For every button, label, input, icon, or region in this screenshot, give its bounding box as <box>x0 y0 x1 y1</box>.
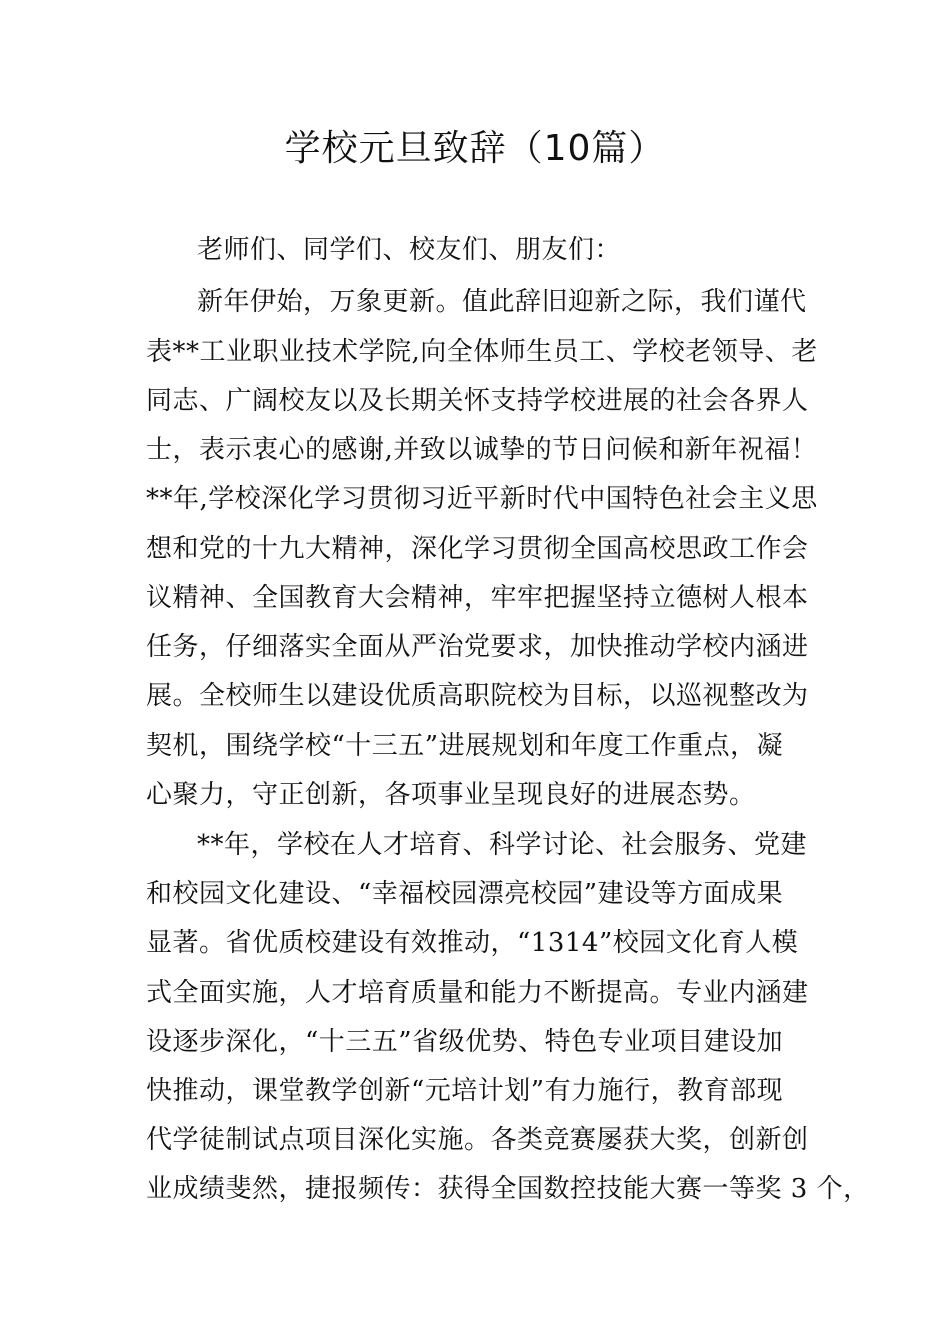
body-line: **年,学校深化学习贯彻习近平新时代中国特色社会主义思 <box>146 484 818 514</box>
body-line: 和校园文化建设、“幸福校园漂亮校园”建设等方面成果 <box>146 879 784 909</box>
body-line: 展。全校师生以建设优质高职院校为目标，以巡视整改为 <box>146 681 809 711</box>
body-line: 显著。省优质校建设有效推动，“1314”校园文化育人模 <box>146 928 799 958</box>
body-line: 设逐步深化，“十三五”省级优势、特色专业项目建设加 <box>146 1027 784 1057</box>
body-line: 议精神、全国教育大会精神，牢牢把握坚持立德树人根本 <box>146 583 809 613</box>
body-line: 快推动，课堂教学创新“元培计划”有力施行，教育部现 <box>146 1076 784 1106</box>
body-line: 新年伊始，万象更新。值此辞旧迎新之际，我们谨代 <box>197 287 807 317</box>
body-line: **年，学校在人才培育、科学讨论、社会服务、党建 <box>197 830 808 860</box>
document-title: 学校元旦致辞（10篇） <box>284 128 666 169</box>
body-line: 同志、广阔校友以及长期关怀支持学校进展的社会各界人 <box>146 386 809 416</box>
body-line: 心聚力，守正创新，各项事业呈现良好的进展态势。 <box>146 780 756 810</box>
body-line: 士，表示衷心的感谢,并致以诚挚的节日问候和新年祝福！ <box>146 435 818 465</box>
salutation-line: 老师们、同学们、校友们、朋友们： <box>197 235 622 265</box>
body-line: 任务，仔细落实全面从严治党要求，加快推动学校内涵进 <box>146 632 809 662</box>
body-line: 式全面实施，人才培育质量和能力不断提高。专业内涵建 <box>146 978 809 1008</box>
body-line: 想和党的十九大精神，深化学习贯彻全国高校思政工作会 <box>146 534 809 564</box>
body-line: 业成绩斐然，捷报频传：获得全国数控技能大赛一等奖 3 个， <box>146 1174 870 1204</box>
body-line: 契机，围绕学校“十三五”进展规划和年度工作重点，凝 <box>146 731 784 761</box>
body-line: 表**工业职业技术学院,向全体师生员工、学校老领导、老 <box>146 337 818 367</box>
body-line: 代学徒制试点项目深化实施。各类竞赛屡获大奖，创新创 <box>146 1125 809 1155</box>
